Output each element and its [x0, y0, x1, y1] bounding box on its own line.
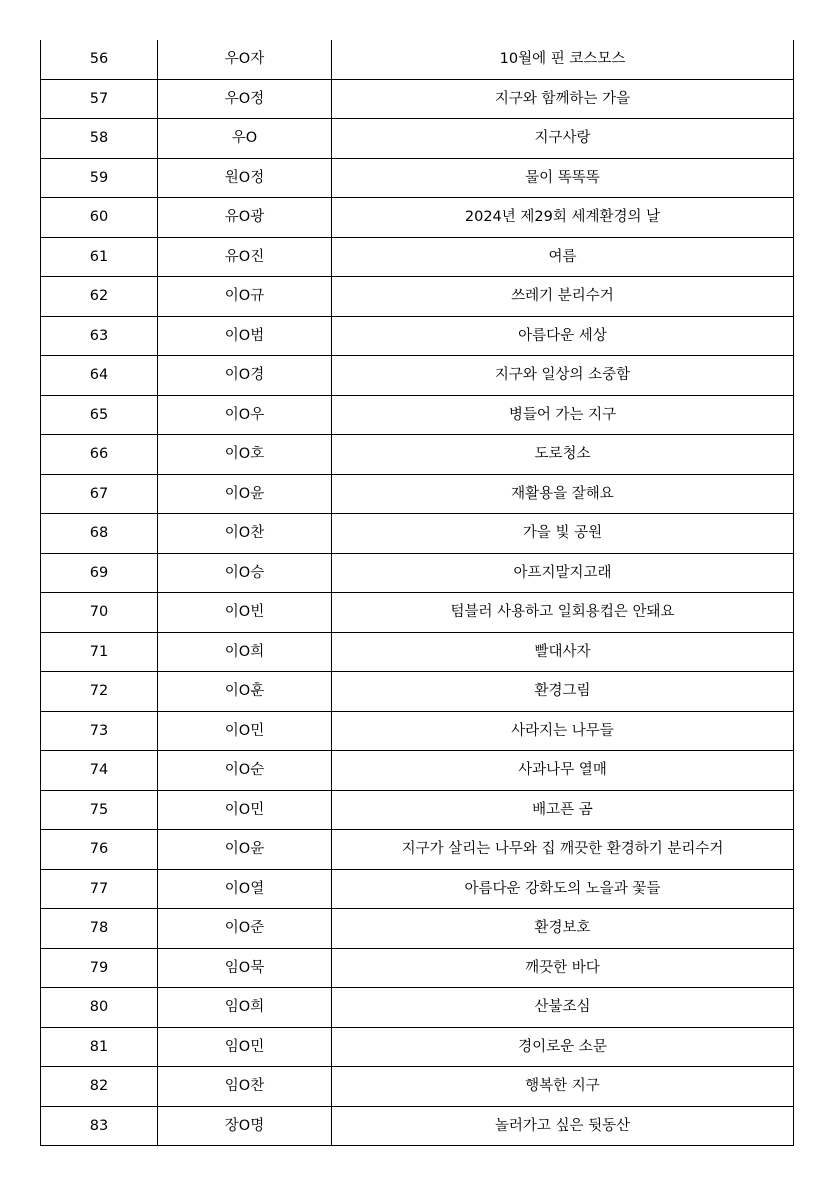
table-row — [41, 553, 794, 593]
entry-number: 67 — [41, 474, 158, 514]
table-row — [41, 119, 794, 159]
table-row — [41, 751, 794, 791]
entry-number: 79 — [41, 948, 158, 988]
entrant-name: 우O자 — [158, 40, 332, 79]
entry-number: 62 — [41, 277, 158, 317]
table-row — [41, 830, 794, 870]
table-row — [41, 790, 794, 830]
entry-number: 68 — [41, 514, 158, 554]
artwork-title: 사과나무 열매 — [332, 751, 794, 791]
entry-number: 76 — [41, 830, 158, 870]
artwork-title: 환경보호 — [332, 909, 794, 949]
table-row — [41, 1067, 794, 1107]
table-row — [41, 198, 794, 238]
entrant-name: 원O정 — [158, 158, 332, 198]
table-row — [41, 711, 794, 751]
entrant-name: 이O훈 — [158, 672, 332, 712]
entries-table — [40, 40, 794, 1146]
artwork-title: 경이로운 소문 — [332, 1027, 794, 1067]
artwork-title: 재활용을 잘해요 — [332, 474, 794, 514]
table-row — [41, 237, 794, 277]
table-row — [41, 869, 794, 909]
table-row — [41, 1027, 794, 1067]
artwork-title: 아프지말지고래 — [332, 553, 794, 593]
artwork-title: 도로청소 — [332, 435, 794, 475]
table-row — [41, 988, 794, 1028]
entrant-name: 이O빈 — [158, 593, 332, 633]
entry-number: 57 — [41, 79, 158, 119]
artwork-title: 빨대사자 — [332, 632, 794, 672]
entrant-name: 장O명 — [158, 1106, 332, 1146]
entrant-name: 이O준 — [158, 909, 332, 949]
entry-number: 58 — [41, 119, 158, 159]
entry-number: 75 — [41, 790, 158, 830]
artwork-title: 배고픈 곰 — [332, 790, 794, 830]
entry-number: 56 — [41, 40, 158, 79]
entry-number: 70 — [41, 593, 158, 633]
entrant-name: 이O찬 — [158, 514, 332, 554]
entry-number: 81 — [41, 1027, 158, 1067]
artwork-title: 가을 빛 공원 — [332, 514, 794, 554]
table-row — [41, 395, 794, 435]
entrant-name: 이O민 — [158, 711, 332, 751]
entrant-name: 이O윤 — [158, 474, 332, 514]
table-row — [41, 514, 794, 554]
artwork-title: 병들어 가는 지구 — [332, 395, 794, 435]
entry-number: 59 — [41, 158, 158, 198]
table-row — [41, 632, 794, 672]
artwork-title: 지구와 일상의 소중함 — [332, 356, 794, 396]
artwork-title: 사라지는 나무들 — [332, 711, 794, 751]
entry-number: 74 — [41, 751, 158, 791]
artwork-title: 텀블러 사용하고 일회용컵은 안돼요 — [332, 593, 794, 633]
entrant-name: 우O정 — [158, 79, 332, 119]
artwork-title: 지구와 함께하는 가을 — [332, 79, 794, 119]
artwork-title: 환경그림 — [332, 672, 794, 712]
entrant-name: 유O진 — [158, 237, 332, 277]
entrant-name: 임O희 — [158, 988, 332, 1028]
table-row — [41, 316, 794, 356]
entrant-name: 이O희 — [158, 632, 332, 672]
entry-number: 78 — [41, 909, 158, 949]
artwork-title: 행복한 지구 — [332, 1067, 794, 1107]
entry-number: 66 — [41, 435, 158, 475]
entrant-name: 이O민 — [158, 790, 332, 830]
entry-number: 73 — [41, 711, 158, 751]
artwork-title: 깨끗한 바다 — [332, 948, 794, 988]
table-row — [41, 40, 794, 79]
artwork-title: 2024년 제29회 세계환경의 날 — [332, 198, 794, 238]
artwork-title: 쓰레기 분리수거 — [332, 277, 794, 317]
table-row — [41, 79, 794, 119]
entry-number: 60 — [41, 198, 158, 238]
table-row — [41, 909, 794, 949]
table-row — [41, 474, 794, 514]
entry-number: 72 — [41, 672, 158, 712]
table-body — [41, 40, 794, 1146]
table-row — [41, 277, 794, 317]
table-row — [41, 158, 794, 198]
entrant-name: 이O순 — [158, 751, 332, 791]
entry-number: 80 — [41, 988, 158, 1028]
table-row — [41, 356, 794, 396]
artwork-title: 놀러가고 싶은 뒷동산 — [332, 1106, 794, 1146]
entrant-name: 이O규 — [158, 277, 332, 317]
artwork-title: 지구가 살리는 나무와 집 깨끗한 환경하기 분리수거 — [332, 830, 794, 870]
entry-number: 77 — [41, 869, 158, 909]
entrant-name: 이O범 — [158, 316, 332, 356]
entrant-name: 이O윤 — [158, 830, 332, 870]
entrant-name: 이O경 — [158, 356, 332, 396]
entrant-name: 우O — [158, 119, 332, 159]
table-row — [41, 435, 794, 475]
artwork-title: 아름다운 세상 — [332, 316, 794, 356]
entrant-name: 이O우 — [158, 395, 332, 435]
entry-number: 69 — [41, 553, 158, 593]
artwork-title: 아름다운 강화도의 노을과 꽃들 — [332, 869, 794, 909]
entry-number: 61 — [41, 237, 158, 277]
table-row — [41, 1106, 794, 1146]
entry-number: 83 — [41, 1106, 158, 1146]
entry-number: 71 — [41, 632, 158, 672]
entrant-name: 임O찬 — [158, 1067, 332, 1107]
entrant-name: 임O민 — [158, 1027, 332, 1067]
artwork-title: 여름 — [332, 237, 794, 277]
entrant-name: 유O광 — [158, 198, 332, 238]
table-row — [41, 948, 794, 988]
artwork-title: 지구사랑 — [332, 119, 794, 159]
entry-number: 64 — [41, 356, 158, 396]
entrant-name: 이O호 — [158, 435, 332, 475]
artwork-title: 산불조심 — [332, 988, 794, 1028]
artwork-title: 10월에 핀 코스모스 — [332, 40, 794, 79]
artwork-title: 물이 똑똑똑 — [332, 158, 794, 198]
table-row — [41, 672, 794, 712]
entry-number: 65 — [41, 395, 158, 435]
document-page — [40, 40, 793, 1146]
entrant-name: 임O묵 — [158, 948, 332, 988]
entry-number: 82 — [41, 1067, 158, 1107]
entry-number: 63 — [41, 316, 158, 356]
entrant-name: 이O열 — [158, 869, 332, 909]
entrant-name: 이O승 — [158, 553, 332, 593]
table-row — [41, 593, 794, 633]
